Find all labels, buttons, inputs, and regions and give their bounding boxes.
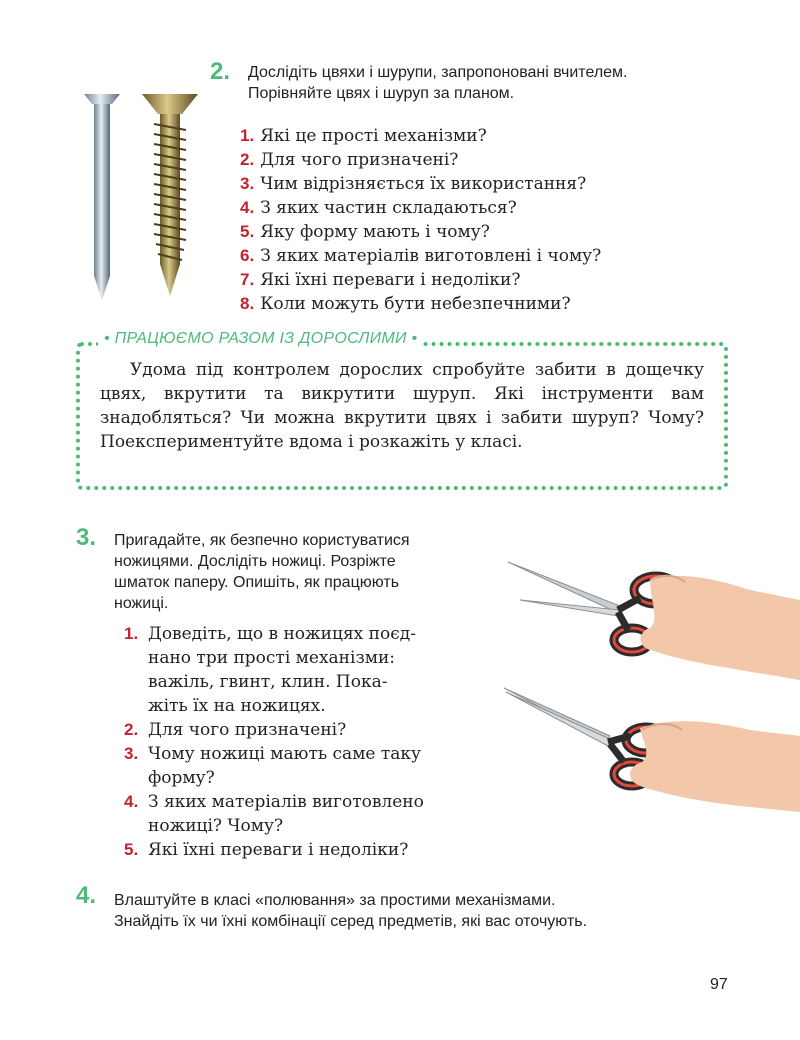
question-text: З яких частин складаються?	[260, 198, 517, 218]
question-number: 2.	[240, 150, 255, 169]
question-number: 3.	[240, 174, 255, 193]
list-item	[240, 172, 760, 196]
question-text: Які їхні переваги і недоліки?	[260, 270, 521, 290]
question-line: З яких матеріалів виготовлено	[148, 792, 424, 812]
question-number: 4.	[240, 198, 255, 217]
question-text	[148, 838, 408, 862]
task-3-intro-line-3: шматок паперу. Опишіть, як працюють	[114, 574, 400, 591]
title-dots-right: •	[406, 330, 418, 347]
question-number: 5.	[124, 840, 139, 859]
question-number: 1.	[240, 126, 255, 145]
question-text	[148, 622, 416, 718]
question-number: 8.	[240, 294, 255, 313]
list-item	[124, 742, 494, 790]
list-item	[240, 220, 760, 244]
question-text: З яких матеріалів виготовлені і чому?	[260, 246, 602, 266]
question-number: 4.	[124, 792, 139, 811]
task-3-number: 3.	[76, 524, 97, 551]
title-dots-left: •	[104, 330, 115, 347]
task-3-intro-line-1: Пригадайте, як безпечно користуватися	[114, 532, 410, 549]
scissors-illustration	[500, 540, 800, 820]
question-number: 5.	[240, 222, 255, 241]
question-line: Доведіть, що в ножицях поєд-	[148, 624, 416, 644]
question-text: Які це прості механізми?	[260, 126, 487, 146]
list-item	[240, 244, 760, 268]
question-text	[148, 790, 424, 838]
question-text: Чим відрізняється їх використання?	[260, 174, 587, 194]
question-number: 6.	[240, 246, 255, 265]
list-item	[240, 268, 760, 292]
question-line: Для чого призначені?	[148, 720, 347, 740]
list-item	[240, 196, 760, 220]
together-box-title-text: ПРАЦЮЄМО РАЗОМ ІЗ ДОРОСЛИМИ	[114, 330, 407, 347]
task-4-line-2: Знайдіть їх чи їхні комбінації серед предметів, які вас оточують.	[114, 913, 588, 930]
task-3-intro-line-4: ножиці.	[114, 595, 169, 612]
task-4-number: 4.	[76, 882, 97, 909]
question-number: 7.	[240, 270, 255, 289]
hand-upper-icon	[641, 576, 800, 680]
question-line: ножиці? Чому?	[148, 816, 284, 836]
question-number: 1.	[124, 624, 139, 643]
task-4-line-1: Влаштуйте в класі «полювання» за простими механізмами.	[114, 892, 556, 909]
screw-icon	[142, 94, 198, 296]
task-2-intro	[248, 62, 768, 104]
question-line: важіль, гвинт, клин. Пока-	[148, 672, 388, 692]
question-text: Яку форму мають і чому?	[260, 222, 490, 242]
question-number: 2.	[124, 720, 139, 739]
question-text: Для чого призначені?	[260, 150, 459, 170]
nail-and-screw-illustration	[78, 88, 208, 308]
task-2-intro-line-2: Порівняйте цвях і шуруп за планом.	[248, 85, 515, 102]
question-line: Чому ножиці мають саме таку	[148, 744, 422, 764]
list-item	[124, 790, 494, 838]
page-number: 97	[710, 976, 728, 993]
list-item	[240, 124, 760, 148]
list-item	[124, 838, 494, 862]
question-text	[148, 718, 346, 742]
task-3-intro	[114, 530, 494, 614]
question-line: форму?	[148, 768, 215, 788]
question-line: жіть їх на ножицях.	[148, 696, 326, 716]
question-line: нано три прості механізми:	[148, 648, 395, 668]
question-number: 3.	[124, 744, 139, 763]
nail-icon	[84, 94, 120, 300]
list-item	[240, 292, 760, 316]
question-text	[148, 742, 421, 790]
together-box-text: Удома під контролем дорослих спробуйте забити в дощечку цвях, вкрутити та викрутити шуруп. Які інструменти вам знадобляться? Чи можна вкрутити цвях і забити шуруп? Чому? Поекспериментуйте вдома і розкажіть у класі.	[100, 360, 704, 452]
task-2-intro-line-1: Дослідіть цвяхи і шурупи, запропоновані вчителем.	[248, 64, 628, 81]
list-item	[124, 622, 494, 718]
question-line: Які їхні переваги і недоліки?	[148, 840, 409, 860]
task-2-questions	[240, 124, 760, 316]
question-text: Коли можуть бути небезпечними?	[260, 294, 571, 314]
task-2-number: 2.	[210, 58, 231, 85]
hand-lower-icon	[630, 721, 800, 812]
list-item	[240, 148, 760, 172]
task-3-questions	[124, 622, 494, 862]
task-4-text	[114, 890, 754, 932]
task-3-intro-line-2: ножицями. Дослідіть ножиці. Розріжте	[114, 553, 396, 570]
together-box-title	[98, 330, 423, 348]
list-item	[124, 718, 494, 742]
